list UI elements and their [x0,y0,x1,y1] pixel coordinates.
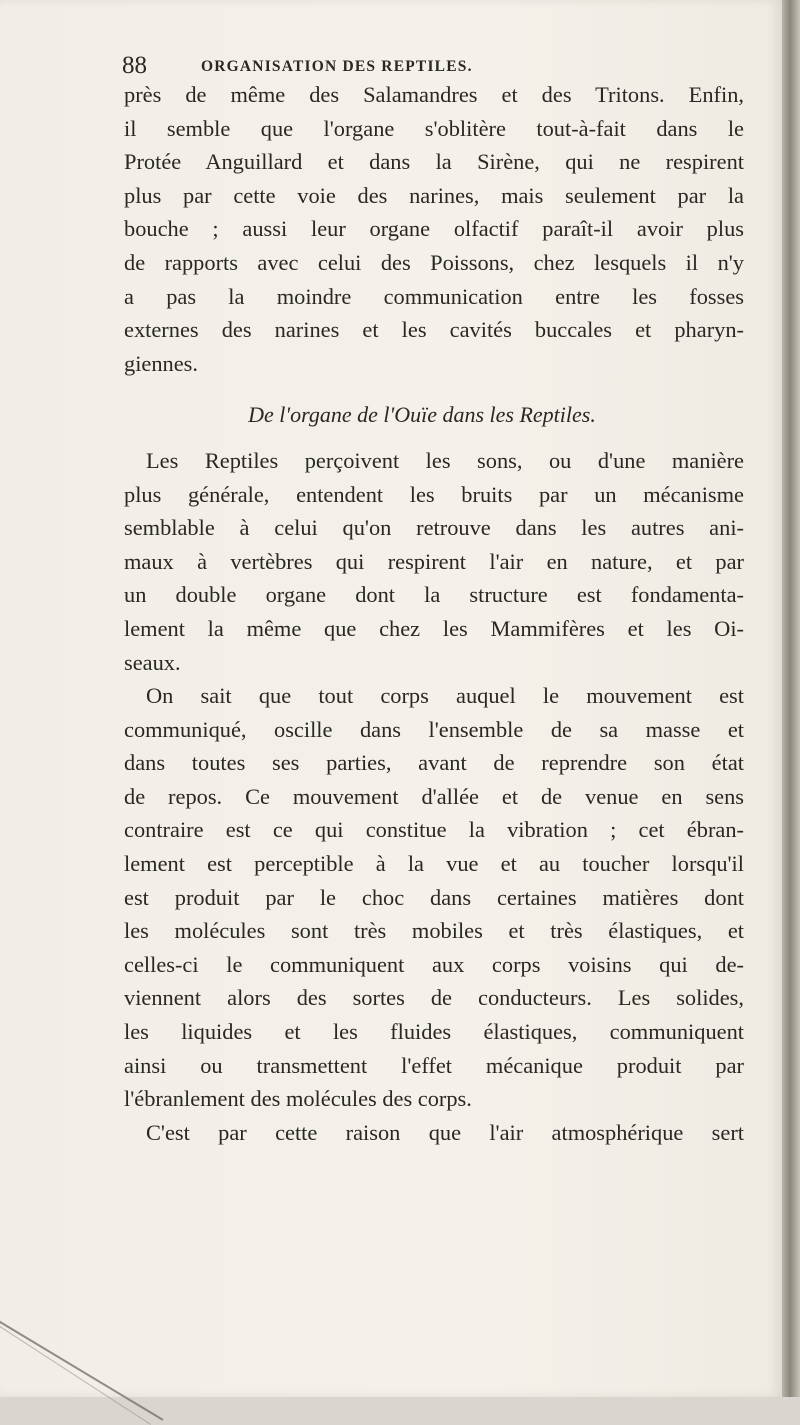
text-line: de repos. Ce mouvement d'allée et de venue en sens [124,783,744,809]
text-line: On sait que tout corps auquel le mouvement est [146,683,744,709]
text-line: celles-ci le communiquent aux corps voisins qui de- [124,951,744,977]
text-line: viennent alors des sortes de conducteurs. Les solides, [124,985,744,1011]
text-line: dans toutes ses parties, avant de reprendre son état [124,750,744,776]
paragraph-vibration [124,679,744,1116]
text-line: près de même des Salamandres et des Tritons. Enfin, [124,82,744,107]
text-line: C'est par cette raison que l'air atmosphérique sert [146,1119,744,1145]
text-line: Les Reptiles perçoivent les sons, ou d'une manière [146,447,744,473]
text-line: il semble que l'organe s'oblitère tout-à-fait dans le [124,115,744,141]
text-line: un double organe dont la structure est fondamenta- [124,582,744,608]
text-line: est produit par le choc dans certaines matières dont [124,884,744,910]
text-line: a pas la moindre communication entre les fosses [124,283,744,309]
text-line: contraire est ce qui constitue la vibration ; cet ébran- [124,817,744,843]
page-edge [782,0,800,1397]
text-line: communiqué, oscille dans l'ensemble de sa masse et [124,716,744,742]
text-line: les liquides et les fluides élastiques, communiquent [124,1019,744,1045]
section-heading: De l'organe de l'Ouïe dans les Reptiles. [248,402,596,428]
running-title: ORGANISATION DES REPTILES. [201,58,473,75]
page-number: 88 [122,52,147,79]
text-line: seaux. [124,649,181,675]
text-line: semblable à celui qu'on retrouve dans les autres ani- [124,515,744,541]
page-mark [0,1326,151,1425]
body-text [124,78,744,1149]
text-line: plus générale, entendent les bruits par un mécanisme [124,481,744,507]
text-line: l'ébranlement des molécules des corps. [124,1086,472,1112]
text-line: de rapports avec celui des Poissons, chez lesquels il n'y [124,249,744,275]
text-line: les molécules sont très mobiles et très élastiques, et [124,918,744,944]
text-line: bouche ; aussi leur organe olfactif paraît-il avoir plus [124,216,744,242]
text-line: lement la même que chez les Mammifères et les Oi- [124,615,744,641]
text-line: externes des narines et les cavités buccales et pharyn- [124,317,744,343]
text-line: Protée Anguillard et dans la Sirène, qui ne respirent [124,149,744,175]
paragraph-olfactory-end [124,78,744,380]
paragraph-hearing-intro [124,444,744,679]
text-line: maux à vertèbres qui respirent l'air en nature, et par [124,548,744,574]
text-line: plus par cette voie des narines, mais seulement par la [124,182,744,208]
text-line: ainsi ou transmettent l'effet mécanique produit par [124,1052,744,1078]
text-line: lement est perceptible à la vue et au toucher lorsqu'il [124,851,744,877]
paragraph-air-conduction [124,1116,744,1150]
text-line: giennes. [124,350,198,376]
page-mark [0,1316,163,1421]
